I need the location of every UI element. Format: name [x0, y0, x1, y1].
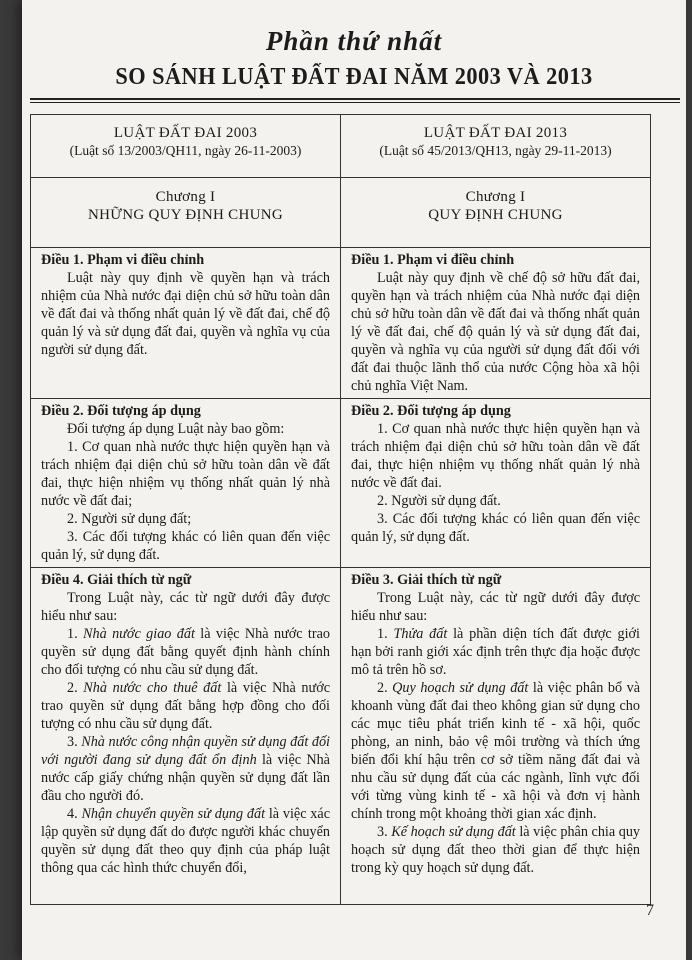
header-row [31, 115, 651, 178]
part-title: Phần thứ nhất [265, 26, 443, 56]
article-title: Điều 1. Phạm vi điều chỉnh [351, 252, 515, 268]
article-intro: Trong Luật này, các từ ngữ dưới đây được hiểu như sau: [351, 590, 640, 624]
item-number: 1. [377, 626, 394, 642]
item-text: là việc phân bổ và khoanh vùng đất đai theo không gian sử dụng cho các mục tiêu phát triển kinh tế - xã hội, quốc phòng, an ninh, bảo vệ môi trường và thích ứng biến đổi khí hậu trên cơ sở tiềm năng đất đai và nhu cầu sử dụng đất của các ngành, lĩnh vực đối với từng vùng kinh tế - xã hội và đơn vị hành chính trong một khoảng thời gian xác định. [351, 680, 641, 822]
main-title: SO SÁNH LUẬT ĐẤT ĐAI NĂM 2003 VÀ 2013 [115, 64, 593, 90]
left-header-subtitle: (Luật số 13/2003/QH11, ngày 26-11-2003) [69, 143, 302, 158]
defined-term: Nhà nước cho thuê đất [83, 680, 222, 696]
right-chapter-num: Chương I [465, 189, 526, 205]
article-paragraph: Đối tượng áp dụng Luật này bao gồm: [67, 421, 285, 437]
defined-term: Thửa đất [393, 626, 448, 642]
right-article [341, 399, 651, 568]
article-paragraph: Luật này quy định về chế độ sở hữu đất đai, quyền hạn và trách nhiệm của Nhà nước đại diện chủ sở hữu toàn dân về đất đai và thống nhất quản lý về đất đai, chế độ quản lý và sử dụng đất đai, quyền và nghĩa vụ của người sử dụng đất đối với đất đai thuộc lãnh thổ của nước Cộng hòa xã hội chủ nghĩa Việt Nam. [351, 270, 640, 394]
definition-item [41, 679, 330, 733]
item-text: là việc phân chia quy hoạch sử dụng đất theo thời gian để thực hiện trong kỳ quy hoạch sử dụng đất. [351, 824, 641, 876]
article-paragraph: Luật này quy định về quyền hạn và trách nhiệm của Nhà nước đại diện chủ sở hữu toàn dân về đất đai và thống nhất quản lý về đất đai, chế độ quản lý và sử dụng đất đai, quyền và nghĩa vụ của người sử dụng đất. [41, 270, 330, 358]
title-rule-thin [30, 102, 680, 103]
article-paragraph: 3. Các đối tượng khác có liên quan đến việc quản lý, sử dụng đất. [41, 529, 330, 563]
right-header [341, 115, 651, 178]
right-header-subtitle: (Luật số 45/2013/QH13, ngày 29-11-2013) [379, 143, 612, 158]
defined-term: Quy hoạch sử dụng đất [392, 680, 529, 696]
item-number: 2. [67, 680, 84, 696]
article-row [31, 248, 651, 399]
defined-term: Nhà nước công nhận quyền sử dụng đất đối với người đang sử dụng đất ổn định [41, 734, 331, 768]
item-number: 4. [67, 806, 82, 822]
left-header-title: LUẬT ĐẤT ĐAI 2003 [113, 125, 258, 141]
comparison-table [30, 114, 651, 905]
left-header [31, 115, 341, 178]
item-text: là việc Nhà nước cấp giấy chứng nhận quyền sử dụng đất lần đầu cho người đó. [41, 752, 330, 804]
article-title: Điều 2. Đối tượng áp dụng [351, 403, 511, 419]
article-paragraph: 2. Người sử dụng đất; [67, 511, 192, 527]
item-text: là việc Nhà nước trao quyền sử dụng đất bằng hợp đồng cho đối tượng có nhu cầu sử dụng đất. [41, 680, 330, 732]
left-article [31, 568, 341, 905]
right-article [341, 568, 651, 905]
article-intro: Trong Luật này, các từ ngữ dưới đây được hiểu như sau: [41, 590, 330, 624]
item-text: là việc Nhà nước trao quyền sử dụng đất bằng quyết định hành chính cho đối tượng có nhu cầu sử dụng đất. [41, 626, 330, 678]
definition-item [41, 625, 330, 679]
definition-item [351, 625, 640, 679]
article-title: Điều 1. Phạm vi điều chỉnh [41, 252, 205, 268]
definition-item [41, 733, 330, 805]
left-article [31, 399, 341, 568]
item-number: 3. [67, 734, 82, 750]
defined-term: Nhận chuyển quyền sử dụng đất [81, 806, 266, 822]
title-rule [30, 98, 680, 100]
article-paragraph: 1. Cơ quan nhà nước thực hiện quyền hạn và trách nhiệm đại diện chủ sở hữu toàn dân về đất đai, thực hiện nhiệm vụ thống nhất quản lý nhà nước về đất đai. [351, 421, 640, 491]
item-text: là phần diện tích đất được giới hạn bởi ranh giới xác định trên thực địa hoặc được mô tả trên hồ sơ. [351, 626, 640, 678]
book-page [22, 0, 686, 960]
chapter-row [31, 178, 651, 248]
defined-term: Nhà nước giao đất [83, 626, 195, 642]
left-chapter-name: NHỮNG QUY ĐỊNH CHUNG [88, 207, 283, 223]
left-article [31, 248, 341, 399]
right-chapter [341, 178, 651, 248]
page-number: 7 [646, 902, 654, 919]
definition-item [351, 823, 640, 877]
article-title: Điều 4. Giải thích từ ngữ [41, 572, 192, 588]
defined-term: Kế hoạch sử dụng đất [391, 824, 516, 840]
left-chapter-num: Chương I [155, 189, 216, 205]
article-paragraph: 2. Người sử dụng đất. [377, 493, 501, 509]
article-paragraph: 1. Cơ quan nhà nước thực hiện quyền hạn và trách nhiệm đại diện chủ sở hữu toàn dân về đất đai, thực hiện nhiệm vụ thống nhất quản lý nhà nước về đất đai; [41, 439, 330, 509]
article-title: Điều 2. Đối tượng áp dụng [41, 403, 201, 419]
left-chapter [31, 178, 341, 248]
right-header-title: LUẬT ĐẤT ĐAI 2013 [423, 125, 568, 141]
definition-item [351, 679, 640, 823]
right-article [341, 248, 651, 399]
right-chapter-name: QUY ĐỊNH CHUNG [428, 207, 563, 223]
definition-item [41, 805, 330, 877]
item-number: 1. [67, 626, 84, 642]
article-row [31, 399, 651, 568]
article-title: Điều 3. Giải thích từ ngữ [351, 572, 502, 588]
article-paragraph: 3. Các đối tượng khác có liên quan đến việc quản lý, sử dụng đất. [351, 511, 640, 545]
item-text: là việc xác lập quyền sử dụng đất do được người khác chuyển quyền sử dụng đất theo quy định của pháp luật thông qua các hình thức chuyển đổi, [41, 806, 330, 876]
article-row [31, 568, 651, 905]
item-number: 2. [377, 680, 393, 696]
item-number: 3. [377, 824, 392, 840]
